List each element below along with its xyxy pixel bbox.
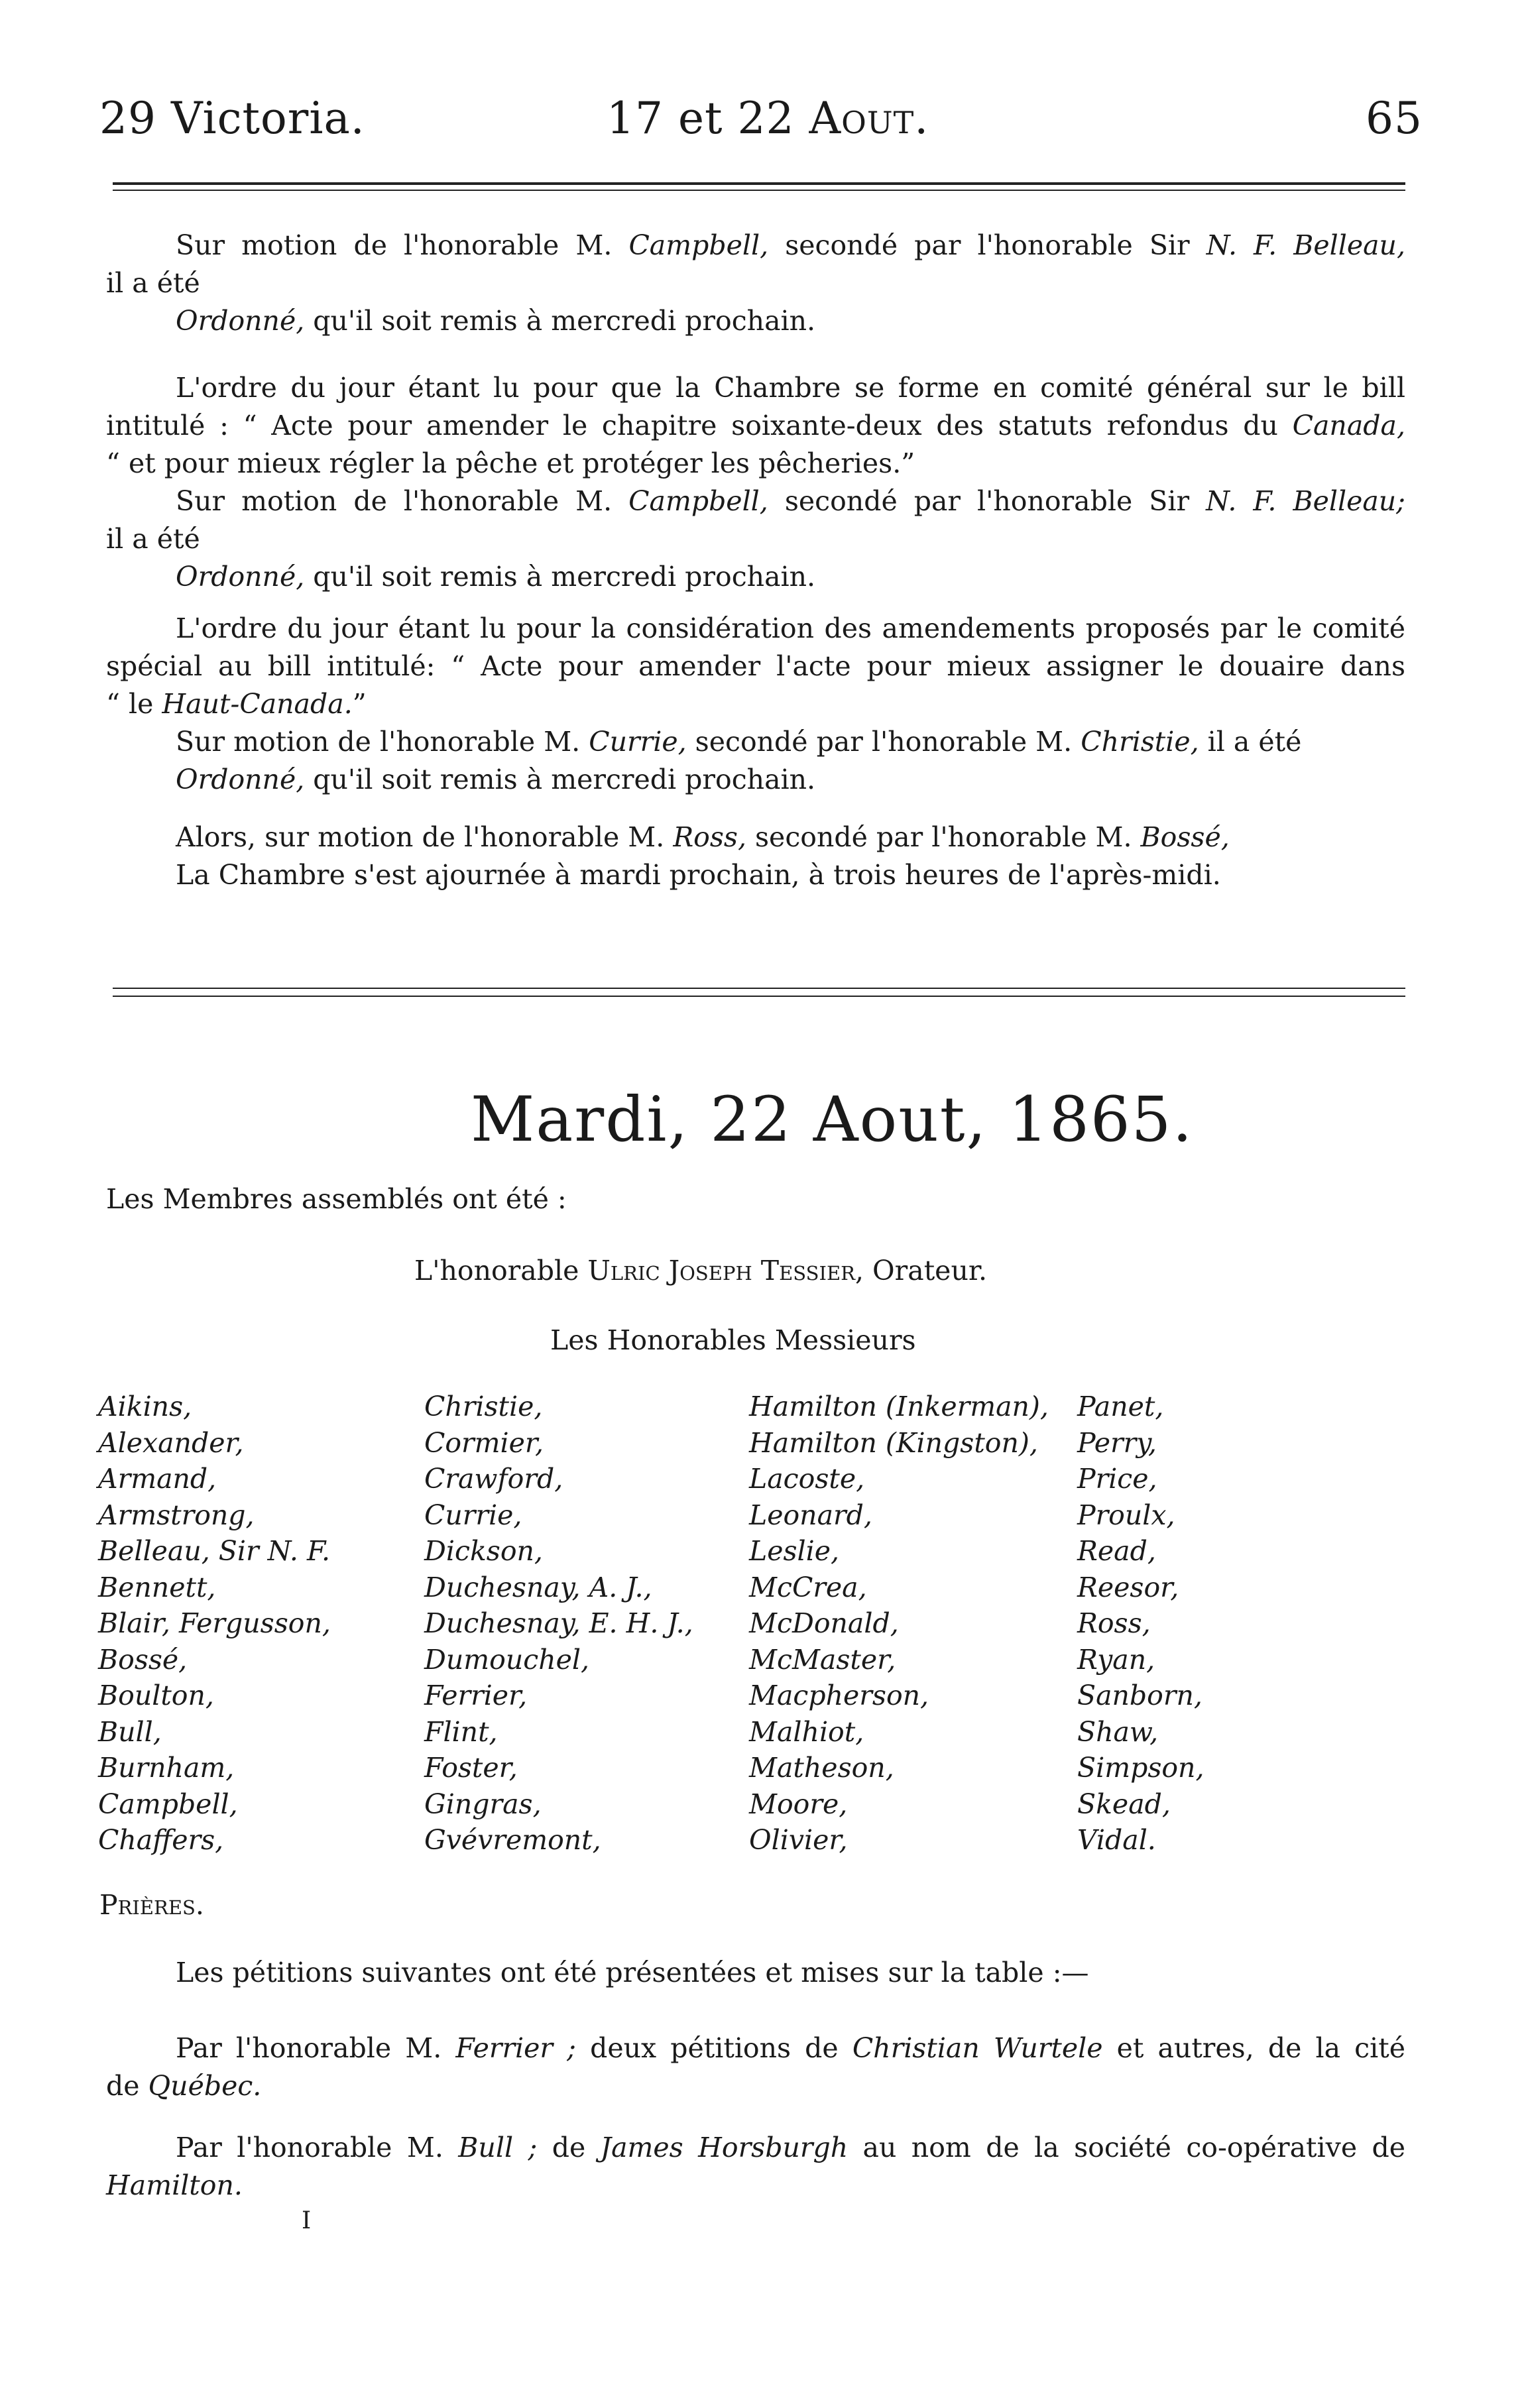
member-name: Bennett, [98, 1571, 216, 1603]
member-name: Leonard, [749, 1499, 872, 1531]
members-column-1 [98, 1389, 331, 1859]
member-name: Ross, [1077, 1607, 1151, 1639]
member-name: Reesor, [1077, 1571, 1179, 1603]
member-name: Bossé, [98, 1643, 188, 1676]
member-name: Panet, [1077, 1391, 1164, 1422]
honorables-heading: Les Honorables Messieurs [550, 1324, 916, 1356]
members-column-3 [749, 1389, 1049, 1859]
member-name: Cormier, [424, 1426, 544, 1459]
member-name: Dumouchel, [424, 1643, 590, 1676]
members-intro: Les Membres assemblés ont été : [106, 1183, 567, 1215]
member-name: McCrea, [749, 1571, 867, 1603]
member-name: Currie, [424, 1499, 522, 1531]
member-name: Leslie, [749, 1535, 840, 1567]
running-head-date: 17 et 22 [607, 93, 809, 144]
member-name: Gvévremont, [424, 1824, 601, 1856]
member-name: Armstrong, [98, 1499, 255, 1531]
members-column-4 [1077, 1389, 1204, 1859]
member-name: Hamilton (Inkerman), [749, 1391, 1049, 1422]
member-name: McDonald, [749, 1607, 899, 1639]
member-name: Armand, [98, 1463, 217, 1495]
member-name: Blair, Fergusson, [98, 1607, 331, 1639]
header-rule-bottom [113, 190, 1405, 191]
member-name: Matheson, [749, 1752, 894, 1784]
member-name: Read, [1077, 1535, 1156, 1567]
section-rule-bottom [113, 996, 1405, 997]
motion-paragraph-1: Sur motion de l'honorable M. Campbell, secondé par l'honorable Sir N. F. Belleau, il a été Ordonné, qu'il soit remis à mercredi prochain. [106, 229, 1405, 337]
member-name: Ferrier, [424, 1680, 528, 1711]
petition-bull: Par l'honorable M. Bull ; de James Horsburgh au nom de la société co-opérative de Hamilton. [106, 2132, 1406, 2201]
member-name: Duchesnay, E. H. J., [424, 1607, 693, 1639]
running-head-center [607, 93, 929, 144]
members-column-2 [424, 1389, 693, 1859]
member-name: Lacoste, [749, 1463, 865, 1495]
member-name: Price, [1077, 1463, 1157, 1495]
member-name: Moore, [749, 1788, 848, 1820]
member-name: Boulton, [98, 1680, 214, 1711]
member-name: Perry, [1077, 1426, 1157, 1459]
member-name: Sanborn, [1077, 1680, 1203, 1711]
member-name: McMaster, [749, 1643, 896, 1676]
member-name: Belleau, Sir N. F. [98, 1535, 331, 1567]
member-name: Foster, [424, 1752, 518, 1784]
member-name: Vidal. [1077, 1824, 1156, 1856]
member-name: Olivier, [749, 1824, 848, 1856]
member-name: Macpherson, [749, 1680, 929, 1711]
section-rule-top [113, 988, 1405, 989]
prayers-heading: Prières. [99, 1889, 204, 1921]
member-name: Christie, [424, 1391, 543, 1422]
member-name: Campbell, [98, 1788, 238, 1820]
sitting-date-heading: Mardi, 22 Aout, 1865. [471, 1084, 1194, 1156]
member-name: Malhiot, [749, 1715, 864, 1748]
member-name: Dickson, [424, 1535, 543, 1567]
member-name: Hamilton (Kingston), [749, 1426, 1038, 1459]
member-name: Bull, [98, 1715, 162, 1748]
member-name: Burnham, [98, 1752, 235, 1784]
member-name: Crawford, [424, 1463, 563, 1495]
page-number: 65 [1366, 93, 1423, 144]
member-name: Aikins, [98, 1391, 192, 1422]
member-name: Duchesnay, A. J., [424, 1571, 652, 1603]
member-name: Shaw, [1077, 1715, 1159, 1748]
signature-mark: I [302, 2207, 312, 2234]
member-name: Alexander, [98, 1426, 244, 1459]
adjournment-paragraph: Alors, sur motion de l'honorable M. Ross, secondé par l'honorable M. Bossé, La Chambre s'est ajournée à mardi prochain, à trois heures de l'après-midi. [176, 821, 1230, 891]
petition-ferrier: Par l'honorable M. Ferrier ; deux pétitions de Christian Wurtele et autres, de la cité de Québec. [106, 2032, 1405, 2102]
member-name: Flint, [424, 1715, 498, 1748]
header-rule-top [113, 182, 1405, 185]
running-head-left: 29 Victoria. [99, 93, 365, 144]
member-name: Skead, [1077, 1788, 1171, 1820]
petitions-intro: Les pétitions suivantes ont été présentées et mises sur la table :— [176, 1957, 1089, 1988]
member-name: Gingras, [424, 1788, 542, 1820]
running-head-month: Aout. [809, 93, 929, 144]
member-name: Proulx, [1077, 1499, 1175, 1531]
member-name: Ryan, [1077, 1643, 1155, 1676]
member-name: Chaffers, [98, 1824, 224, 1856]
member-name: Simpson, [1077, 1752, 1204, 1784]
order-paragraph-2: L'ordre du jour étant lu pour que la Chambre se forme en comité général sur le bill intitulé : “ Acte pour amender le chapitre soixante-deux des statuts refondus du Canada, “ et pour mieux régler la pêche et protéger les pêcheries.” Sur motion de l'honorable M. Campbell, secondé par l'honorable Sir N. F. Belleau; il a été Ordonné, qu'il soit remis à mercredi prochain. [106, 372, 1405, 593]
order-paragraph-3: L'ordre du jour étant lu pour la considération des amendements proposés par le comité spécial au bill intitulé: “ Acte pour amender l'acte pour mieux assigner le douaire dans “ le Haut-Canada.” Sur motion de l'honorable M. Currie, secondé par l'honorable M. Christie, il a été Ordonné, qu'il soit remis à mercredi prochain. [106, 612, 1405, 795]
speaker-line: L'honorable Ulric Joseph Tessier, Orateur. [414, 1255, 987, 1287]
